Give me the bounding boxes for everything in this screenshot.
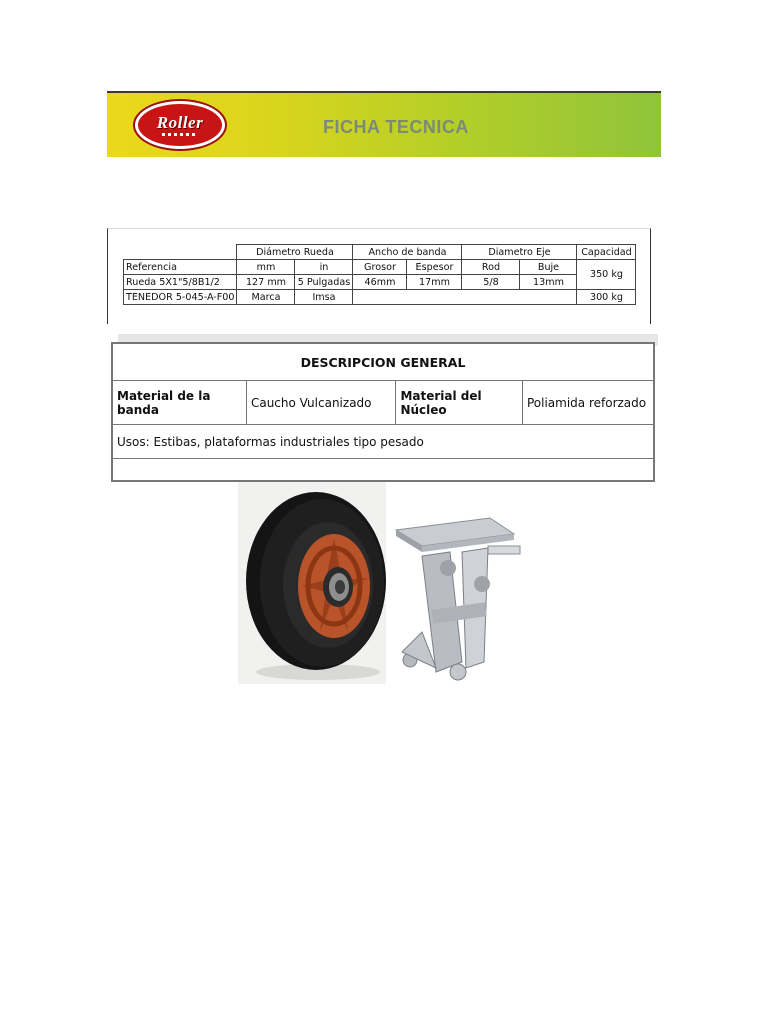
cell-mm: 127 mm [237, 275, 295, 290]
header-espesor: Espesor [407, 260, 462, 275]
cell-buje: 13mm [520, 275, 577, 290]
table-cell-empty [112, 459, 654, 482]
header-buje: Buje [520, 260, 577, 275]
page-title: FICHA TECNICA [323, 117, 469, 137]
table-row [112, 459, 654, 482]
fork-image [392, 512, 526, 684]
wheel-icon [238, 482, 386, 684]
wheel-image [238, 482, 386, 684]
logo-text: Roller [156, 113, 204, 132]
header-ancho-banda: Ancho de banda [353, 245, 462, 260]
description-heading: DESCRIPCION GENERAL [112, 343, 654, 381]
cell-marca-label: Marca [237, 290, 295, 305]
table-row [112, 343, 654, 381]
table-row [112, 425, 654, 459]
table-row [112, 381, 654, 425]
caster-fork-icon [392, 512, 526, 684]
header-diametro-rueda: Diámetro Rueda [237, 245, 353, 260]
description-table [111, 342, 655, 482]
spec-table [123, 244, 636, 305]
roller-logo [135, 101, 225, 149]
capacity-2: 300 kg [577, 290, 636, 305]
table-row [124, 260, 636, 275]
table-row [124, 290, 636, 305]
capacity-1: 350 kg [577, 260, 636, 290]
header-in: in [295, 260, 353, 275]
header-referencia: Referencia [124, 260, 237, 275]
uses-text: Usos: Estibas, plataformas industriales tipo pesado [112, 425, 654, 459]
core-material-label: Material del Núcleo [396, 381, 523, 425]
band-material-value: Caucho Vulcanizado [246, 381, 395, 425]
cell-referencia-rueda: Rueda 5X1"5/8B1/2 [124, 275, 237, 290]
header-capacidad: Capacidad [577, 245, 636, 260]
header-rod: Rod [462, 260, 520, 275]
table-row [124, 245, 636, 260]
band-material-label: Material de la banda [112, 381, 246, 425]
cell-rod: 5/8 [462, 275, 520, 290]
header-grosor: Grosor [353, 260, 407, 275]
header-mm: mm [237, 260, 295, 275]
logo-dots [162, 133, 198, 136]
core-material-value: Poliamida reforzado [522, 381, 654, 425]
table-row [124, 275, 636, 290]
cell-referencia-tenedor: TENEDOR 5-045-A-F00 [124, 290, 237, 305]
cell-espesor: 17mm [407, 275, 462, 290]
header-banner [107, 91, 661, 157]
table-cell-empty [124, 245, 237, 260]
cell-grosor: 46mm [353, 275, 407, 290]
cell-in: 5 Pulgadas [295, 275, 353, 290]
spec-table-frame [107, 228, 651, 324]
table-cell-empty [353, 290, 577, 305]
header-diametro-eje: Diametro Eje [462, 245, 577, 260]
cell-marca-value: Imsa [295, 290, 353, 305]
